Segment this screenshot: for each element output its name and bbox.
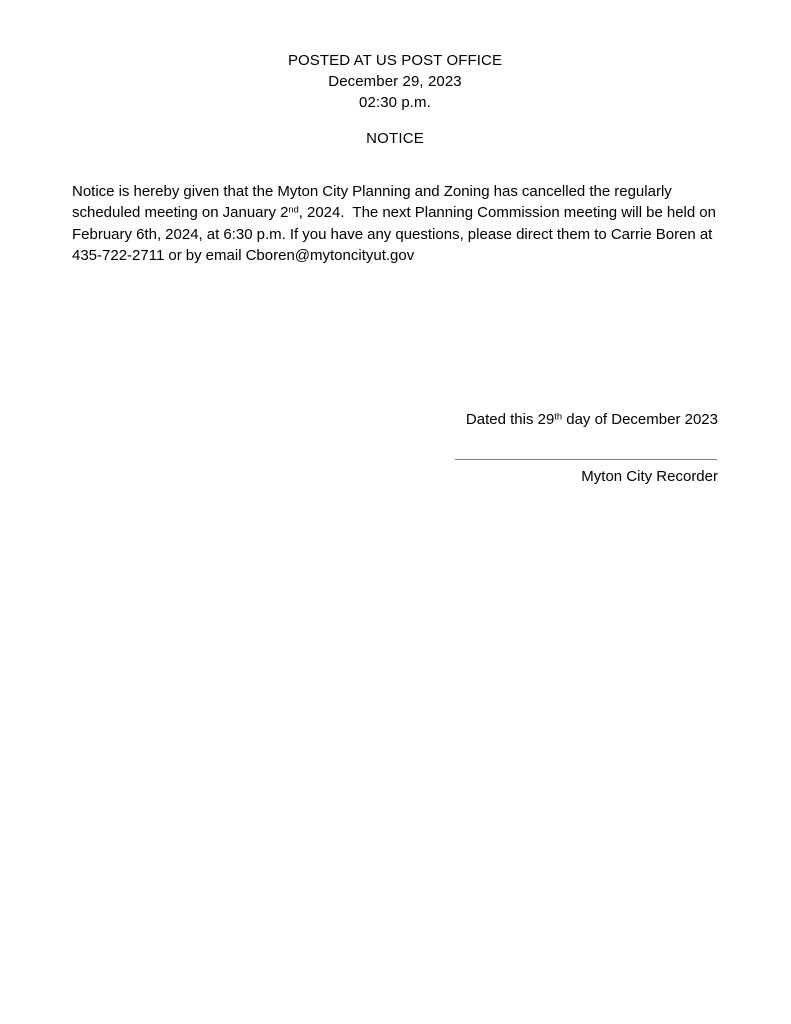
dated-prefix: Dated this 29 xyxy=(465,411,555,428)
posting-date-line: December 29, 2023 xyxy=(328,73,462,90)
posting-location-line: POSTED AT US POST OFFICE xyxy=(287,52,503,69)
posting-header xyxy=(72,50,718,113)
ordinal-suffix-th: th xyxy=(554,411,563,422)
posting-time-line: 02:30 p.m. xyxy=(359,94,431,111)
dated-line xyxy=(72,409,718,430)
notice-body xyxy=(72,166,720,281)
notice-body-text-prefix: Notice is hereby given that the Myton City Planning and Zoning has cancelled the regularly scheduled meeting on January 2 xyxy=(72,183,676,222)
dated-suffix: day of December 2023 xyxy=(562,411,718,428)
ordinal-suffix-nd: nd xyxy=(288,204,299,215)
notice-heading: NOTICE xyxy=(366,130,424,147)
signature-line xyxy=(455,459,717,460)
notice-body-paragraph xyxy=(72,181,720,266)
signature-caption: Myton City Recorder xyxy=(581,468,718,485)
notice-body-text-middle: , 2024. The next Planning Commission meeting will be held on February 6th, 2024, at 6:30 p.m. If you have any questions, please direct them to Carrie Boren at 435-722-2711 or by email Cboren@mytoncityut.gov xyxy=(72,204,721,264)
